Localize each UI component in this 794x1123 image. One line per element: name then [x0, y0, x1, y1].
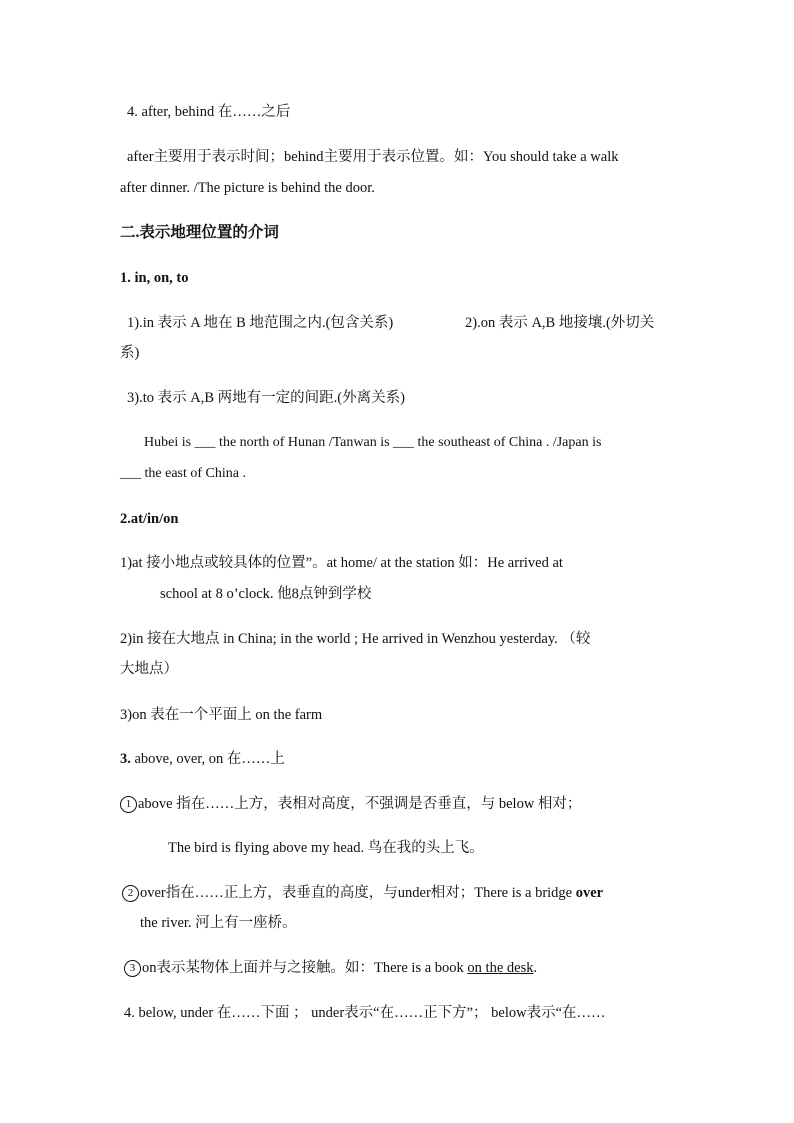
geo2-in-line1: 2)in 接在大地点 in China; in the world ; He arrived in Wenzhou yesterday. （较 — [120, 631, 591, 647]
section-4b-line: 4. below, under 在……下面 ； under表示“在……正下方”； below表示“在…… — [124, 1005, 606, 1021]
on-the-desk-underlined: on the desk — [467, 960, 534, 976]
section-4-title: 4. after, behind 在……之后 — [127, 104, 291, 120]
section-4-desc-line2: after dinner. /The picture is behind the door. — [120, 180, 375, 196]
geo2-at-line1: 1)at 接小地点或较具体的位置”。at home/ at the station 如：He arrived at — [120, 555, 563, 571]
geo1-item1: 1).in 表示 A 地在 B 地范围之内.(包含关系) — [127, 315, 394, 331]
geo2-on-line: 3)on 表在一个平面上 on the farm — [120, 707, 323, 723]
above-text: above 指在……上方，表相对高度，不强调是否垂直，与 below 相对； — [138, 796, 582, 812]
section-3-title — [120, 749, 285, 769]
geo2-at-line2: school at 8 o’clock. 他8点钟到学校 — [160, 586, 372, 602]
above-line — [120, 794, 581, 814]
on-text: on表示某物体上面并与之接触。如：There is a book — [142, 960, 468, 976]
geo1-example-line1: Hubei is ___ the north of Hunan /Tanwan is ___ the southeast of China . /Japan is — [144, 435, 602, 450]
geo1-example-line2: ___ the east of China . — [120, 466, 246, 481]
section-3-title-text: above, over, on 在……上 — [130, 751, 285, 767]
geo2-title: 2.at/in/on — [120, 511, 179, 527]
geo1-item2: 2).on 表示 A,B 地接壤.(外切关 — [465, 315, 655, 331]
on-text-end: . — [533, 960, 538, 976]
over-text: over指在……正上方，表垂直的高度，与under相对；There is a bridge — [140, 885, 576, 901]
on-line — [124, 958, 537, 978]
circled-number-1: 1 — [120, 796, 137, 813]
geo-heading: 二.表示地理位置的介词 — [120, 224, 279, 241]
over-bold: over — [575, 885, 604, 901]
over-line — [122, 883, 603, 903]
section-4-desc-line1: after主要用于表示时间；behind主要用于表示位置。如：You should take a walk — [127, 149, 619, 165]
geo1-item2-cont: 系) — [120, 345, 140, 361]
circled-number-3: 3 — [124, 960, 141, 977]
section-3-number: 3. — [120, 751, 131, 767]
geo2-in-line2: 大地点） — [120, 661, 178, 677]
above-example: The bird is flying above my head. 鸟在我的头上飞。 — [168, 840, 484, 856]
geo1-title: 1. in, on, to — [120, 270, 189, 286]
geo1-item3: 3).to 表示 A,B 两地有一定的间距.(外离关系) — [127, 390, 405, 406]
over-line2: the river. 河上有一座桥。 — [140, 915, 297, 931]
circled-number-2: 2 — [122, 885, 139, 902]
